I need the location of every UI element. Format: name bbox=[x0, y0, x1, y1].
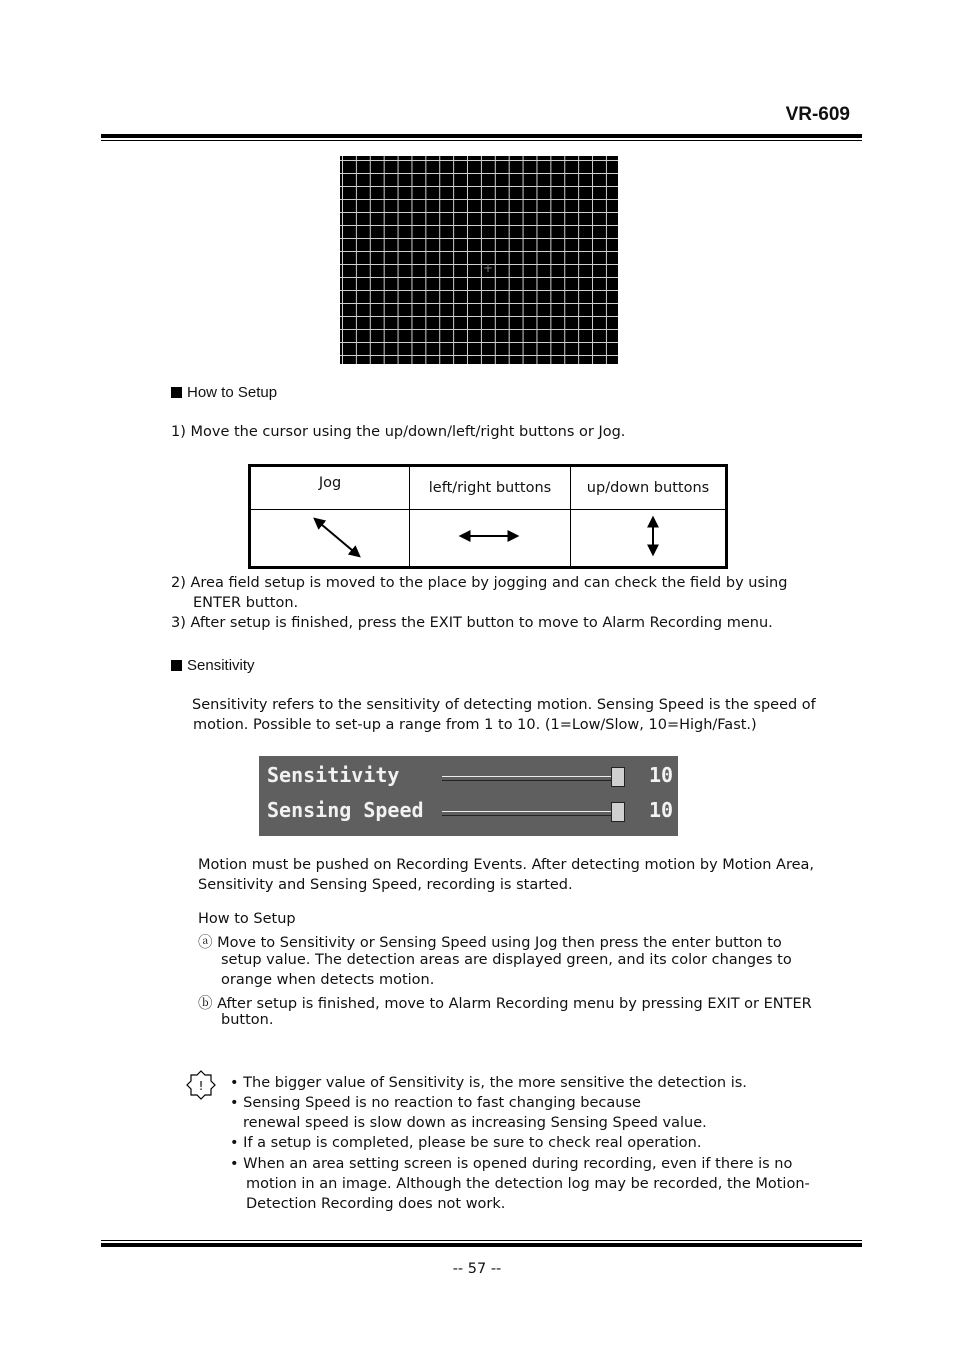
howto-a-line-2: setup value. The detection areas are displayed green, and its color changes to bbox=[221, 952, 792, 968]
step-2-line-2: ENTER button. bbox=[193, 595, 299, 611]
bullet-square-icon bbox=[171, 387, 182, 398]
howto-a-line-1: ⓐ Move to Sensitivity or Sensing Speed using Jog then press the enter button to bbox=[198, 935, 782, 951]
osd-sensing-speed-slider-track bbox=[442, 811, 622, 816]
footer-rule bbox=[101, 1240, 862, 1247]
motion-para-line-1: Motion must be pushed on Recording Events. After detecting motion by Motion Area, bbox=[198, 857, 815, 873]
motion-area-grid-image bbox=[340, 156, 618, 364]
howto-b-line-1: ⓑ After setup is finished, move to Alarm Recording menu by pressing EXIT or ENTER bbox=[198, 996, 812, 1012]
howto-a-line-3: orange when detects motion. bbox=[221, 972, 435, 988]
step-3: 3) After setup is finished, press the EXIT button to move to Alarm Recording menu. bbox=[171, 615, 773, 631]
howto-b-line-2: button. bbox=[221, 1012, 274, 1028]
osd-sensitivity-slider-track bbox=[442, 776, 622, 781]
diagonal-arrow-icon bbox=[251, 510, 409, 562]
page-number: -- 57 -- bbox=[452, 1261, 502, 1277]
step-2-line-1: 2) Area field setup is moved to the place by jogging and can check the field by using bbox=[171, 575, 788, 591]
osd-sensitivity-value: 10 bbox=[649, 763, 674, 787]
section-how-to-setup-heading: How to Setup bbox=[171, 384, 277, 401]
header-up-down: up/down buttons bbox=[571, 466, 727, 510]
diagonal-arrow-cell bbox=[250, 510, 410, 568]
control-table bbox=[248, 464, 728, 569]
osd-sensitivity-slider-thumb bbox=[611, 767, 625, 787]
model-name: VR-609 bbox=[785, 104, 850, 125]
note-1: • The bigger value of Sensitivity is, the more sensitive the detection is. bbox=[230, 1075, 747, 1091]
osd-sensing-speed-slider-thumb bbox=[611, 802, 625, 822]
bullet-square-icon bbox=[171, 660, 182, 671]
howto-subtitle: How to Setup bbox=[198, 911, 296, 927]
osd-sensitivity-label: Sensitivity bbox=[267, 763, 400, 787]
osd-sensing-speed-label: Sensing Speed bbox=[267, 798, 424, 822]
osd-sensitivity-panel bbox=[259, 756, 678, 836]
note-3: • If a setup is completed, please be sure to check real operation. bbox=[230, 1135, 702, 1151]
step-1: 1) Move the cursor using the up/down/left/right buttons or Jog. bbox=[171, 424, 626, 440]
motion-para-line-2: Sensitivity and Sensing Speed, recording is started. bbox=[198, 877, 573, 893]
note-4-line-3: Detection Recording does not work. bbox=[246, 1196, 506, 1212]
note-2-line-1: • Sensing Speed is no reaction to fast changing because bbox=[230, 1095, 641, 1111]
header-jog: Jog bbox=[250, 466, 410, 510]
horizontal-arrow-icon bbox=[410, 510, 570, 562]
note-4-line-2: motion in an image. Although the detection log may be recorded, the Motion- bbox=[246, 1176, 810, 1192]
horizontal-arrow-cell bbox=[410, 510, 571, 568]
grid-cursor-marker: + bbox=[483, 261, 494, 275]
sensitivity-desc-line-1: Sensitivity refers to the sensitivity of detecting motion. Sensing Speed is the speed of bbox=[192, 697, 816, 713]
section-sensitivity-heading: Sensitivity bbox=[171, 657, 255, 674]
sensitivity-desc-line-2: motion. Possible to set-up a range from 1 to 10. (1=Low/Slow, 10=High/Fast.) bbox=[193, 717, 757, 733]
caution-icon-mark: ! bbox=[198, 1079, 204, 1093]
vertical-arrow-cell bbox=[571, 510, 727, 568]
note-2-line-2: renewal speed is slow down as increasing Sensing Speed value. bbox=[243, 1115, 707, 1131]
header-left-right: left/right buttons bbox=[410, 466, 571, 510]
note-4-line-1: • When an area setting screen is opened during recording, even if there is no bbox=[230, 1156, 793, 1172]
header-rule bbox=[101, 134, 862, 141]
vertical-arrow-icon bbox=[571, 510, 725, 562]
caution-icon bbox=[186, 1070, 216, 1100]
osd-sensing-speed-value: 10 bbox=[649, 798, 674, 822]
